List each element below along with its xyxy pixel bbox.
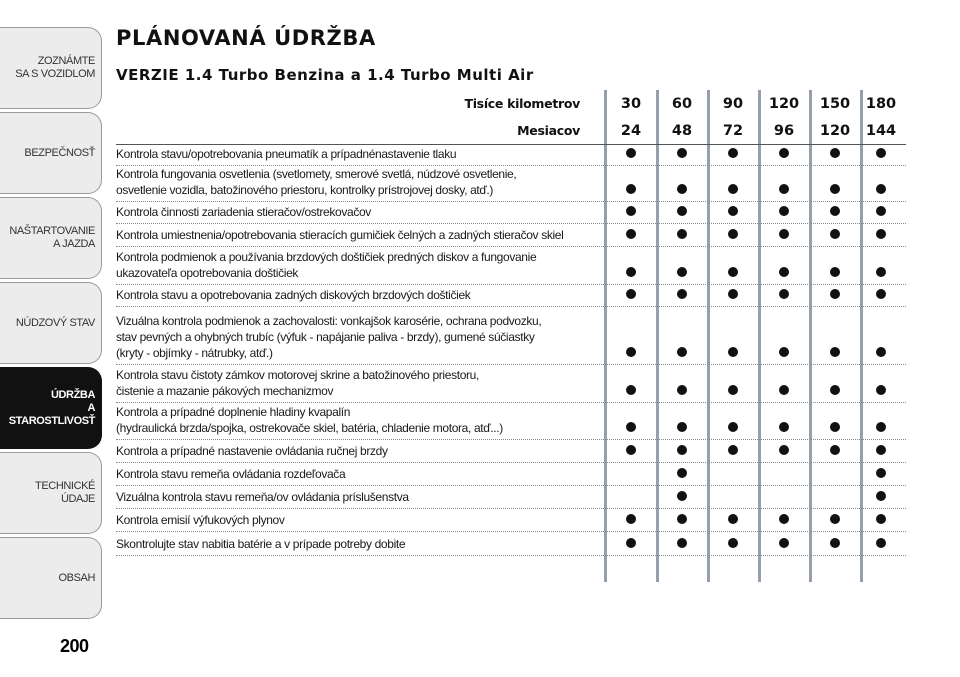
check-dot (728, 422, 738, 432)
check-dot (830, 148, 840, 158)
check-dot (677, 184, 687, 194)
table-row (116, 224, 906, 247)
check-dot (677, 385, 687, 395)
kilometers-value: 90 (722, 95, 744, 112)
check-dot (626, 385, 636, 395)
row-description: Kontrola podmienok a používania brzdových doštičiek predných diskov a fungovanie ukazovateľa opotrebovania doštičiek (116, 250, 537, 280)
check-dot (779, 514, 789, 524)
check-dot (728, 538, 738, 548)
check-dot (779, 385, 789, 395)
table-row (116, 463, 906, 486)
tab-obsah[interactable] (0, 537, 102, 619)
tab-startovanie[interactable] (0, 197, 102, 279)
maintenance-table (116, 90, 906, 556)
check-dot (779, 148, 789, 158)
tab-label: NÚDZOVÝ STAV (15, 316, 95, 329)
check-dot (677, 206, 687, 216)
check-dot (677, 148, 687, 158)
table-row (116, 509, 906, 532)
row-description: Vizuálna kontrola podmienok a zachovalosti: vonkajšok karosérie, ochrana podvozku, stav pevných a ohybných trubíc (výfuk - napájanie paliva - brzdy), gumené súčiastky (kryty - objímky - nátrubky, atď.) (116, 314, 542, 360)
table-row (116, 285, 906, 307)
page-number: 200 (60, 636, 89, 656)
tab-udrzba[interactable] (0, 367, 102, 449)
kilometers-value: 60 (671, 95, 693, 112)
row-description: Kontrola stavu remeňa ovládania rozdeľovača (116, 467, 346, 481)
check-dot (830, 289, 840, 299)
table-row (116, 247, 906, 285)
check-dot (626, 514, 636, 524)
page-title: PLÁNOVANÁ ÚDRŽBA (116, 26, 376, 50)
kilometers-value: 180 (865, 95, 897, 112)
check-dot (626, 267, 636, 277)
check-dot (876, 468, 886, 478)
row-description: Skontrolujte stav nabitia batérie a v prípade potreby dobite (116, 537, 406, 551)
row-description: Kontrola a prípadné doplnenie hladiny kvapalín (hydraulická brzda/spojka, ostrekovače skiel, batéria, chladenie motora, atď...) (116, 405, 503, 435)
tab-bezpecnost[interactable] (0, 112, 102, 194)
tab-label: ÚDRŽBA A STAROSTLIVOSŤ (8, 388, 95, 427)
check-dot (626, 229, 636, 239)
check-dot (626, 206, 636, 216)
check-dot (677, 445, 687, 455)
check-dot (626, 148, 636, 158)
check-dot (728, 184, 738, 194)
check-dot (728, 514, 738, 524)
table-row (116, 144, 906, 166)
check-dot (876, 538, 886, 548)
check-dot (876, 206, 886, 216)
check-dot (830, 184, 840, 194)
check-dot (728, 206, 738, 216)
check-dot (830, 385, 840, 395)
header-row-months (116, 117, 906, 144)
months-label: Mesiacov (517, 123, 580, 138)
kilometers-value: 120 (768, 95, 800, 112)
check-dot (677, 491, 687, 501)
check-dot (779, 184, 789, 194)
table-row (116, 486, 906, 509)
check-dot (830, 445, 840, 455)
check-dot (728, 445, 738, 455)
kilometers-label: Tisíce kilometrov (464, 96, 580, 111)
check-dot (728, 347, 738, 357)
check-dot (779, 538, 789, 548)
tab-label: BEZPEČNOSŤ (24, 146, 95, 159)
check-dot (876, 289, 886, 299)
tab-label: OBSAH (58, 571, 95, 584)
row-description: Kontrola emisií výfukových plynov (116, 513, 285, 527)
check-dot (876, 347, 886, 357)
check-dot (876, 422, 886, 432)
check-dot (830, 422, 840, 432)
check-dot (876, 445, 886, 455)
check-dot (728, 385, 738, 395)
months-value: 120 (819, 122, 851, 139)
check-dot (626, 289, 636, 299)
check-dot (779, 445, 789, 455)
kilometers-value: 150 (819, 95, 851, 112)
check-dot (728, 267, 738, 277)
kilometers-value: 30 (620, 95, 642, 112)
check-dot (728, 229, 738, 239)
table-row (116, 365, 906, 403)
check-dot (677, 229, 687, 239)
row-description: Kontrola a prípadné nastavenie ovládania ručnej brzdy (116, 444, 388, 458)
table-body (116, 144, 906, 556)
check-dot (626, 445, 636, 455)
check-dot (728, 148, 738, 158)
row-description: Vizuálna kontrola stavu remeňa/ov ovládania príslušenstva (116, 490, 409, 504)
tab-label: ZOZNÁMTE SA S VOZIDLOM (15, 55, 95, 80)
months-value: 24 (620, 122, 642, 139)
table-row (116, 403, 906, 440)
check-dot (876, 514, 886, 524)
header-row-kilometers (116, 90, 906, 117)
check-dot (677, 267, 687, 277)
check-dot (779, 206, 789, 216)
check-dot (779, 347, 789, 357)
check-dot (626, 347, 636, 357)
check-dot (876, 491, 886, 501)
check-dot (830, 229, 840, 239)
tab-nudzovy[interactable] (0, 282, 102, 364)
table-row (116, 307, 906, 365)
table-row (116, 202, 906, 224)
check-dot (677, 468, 687, 478)
tab-label: TECHNICKÉ ÚDAJE (35, 480, 95, 505)
check-dot (677, 422, 687, 432)
chapter-tabs (0, 27, 102, 622)
table-row (116, 532, 906, 556)
check-dot (728, 289, 738, 299)
check-dot (677, 289, 687, 299)
tab-zoznamte[interactable] (0, 27, 102, 109)
check-dot (779, 267, 789, 277)
months-value: 48 (671, 122, 693, 139)
check-dot (779, 229, 789, 239)
row-description: Kontrola fungovania osvetlenia (svetlomety, smerové svetlá, núdzové osvetlenie, osvetlenie vozidla, batožinového priestoru, kontrolky prístrojovej dosky, atď.) (116, 167, 517, 197)
section-title: VERZIE 1.4 Turbo Benzina a 1.4 Turbo Multi Air (116, 66, 534, 84)
tab-technicke[interactable] (0, 452, 102, 534)
check-dot (830, 538, 840, 548)
check-dot (626, 422, 636, 432)
row-description: Kontrola stavu/opotrebovania pneumatík a prípadnénastavenie tlaku (116, 147, 457, 161)
months-value: 72 (722, 122, 744, 139)
check-dot (876, 229, 886, 239)
check-dot (779, 422, 789, 432)
row-description: Kontrola stavu a opotrebovania zadných diskových brzdových doštičiek (116, 288, 471, 302)
months-value: 144 (865, 122, 897, 139)
row-description: Kontrola stavu čistoty zámkov motorovej skrine a batožinového priestoru, čistenie a mazanie pákových mechanizmov (116, 368, 479, 398)
check-dot (626, 184, 636, 194)
table-row (116, 440, 906, 463)
check-dot (830, 514, 840, 524)
check-dot (626, 538, 636, 548)
check-dot (876, 148, 886, 158)
check-dot (876, 184, 886, 194)
check-dot (677, 514, 687, 524)
months-value: 96 (773, 122, 795, 139)
check-dot (830, 206, 840, 216)
check-dot (677, 347, 687, 357)
check-dot (779, 289, 789, 299)
table-row (116, 166, 906, 202)
check-dot (677, 538, 687, 548)
check-dot (830, 267, 840, 277)
check-dot (876, 385, 886, 395)
row-description: Kontrola umiestnenia/opotrebovania stieracích gumičiek čelných a zadných stieračov skiel (116, 228, 564, 242)
row-description: Kontrola činnosti zariadenia stieračov/ostrekovačov (116, 205, 371, 219)
tab-label: NAŠTARTOVANIE A JAZDA (9, 225, 95, 250)
check-dot (876, 267, 886, 277)
check-dot (830, 347, 840, 357)
